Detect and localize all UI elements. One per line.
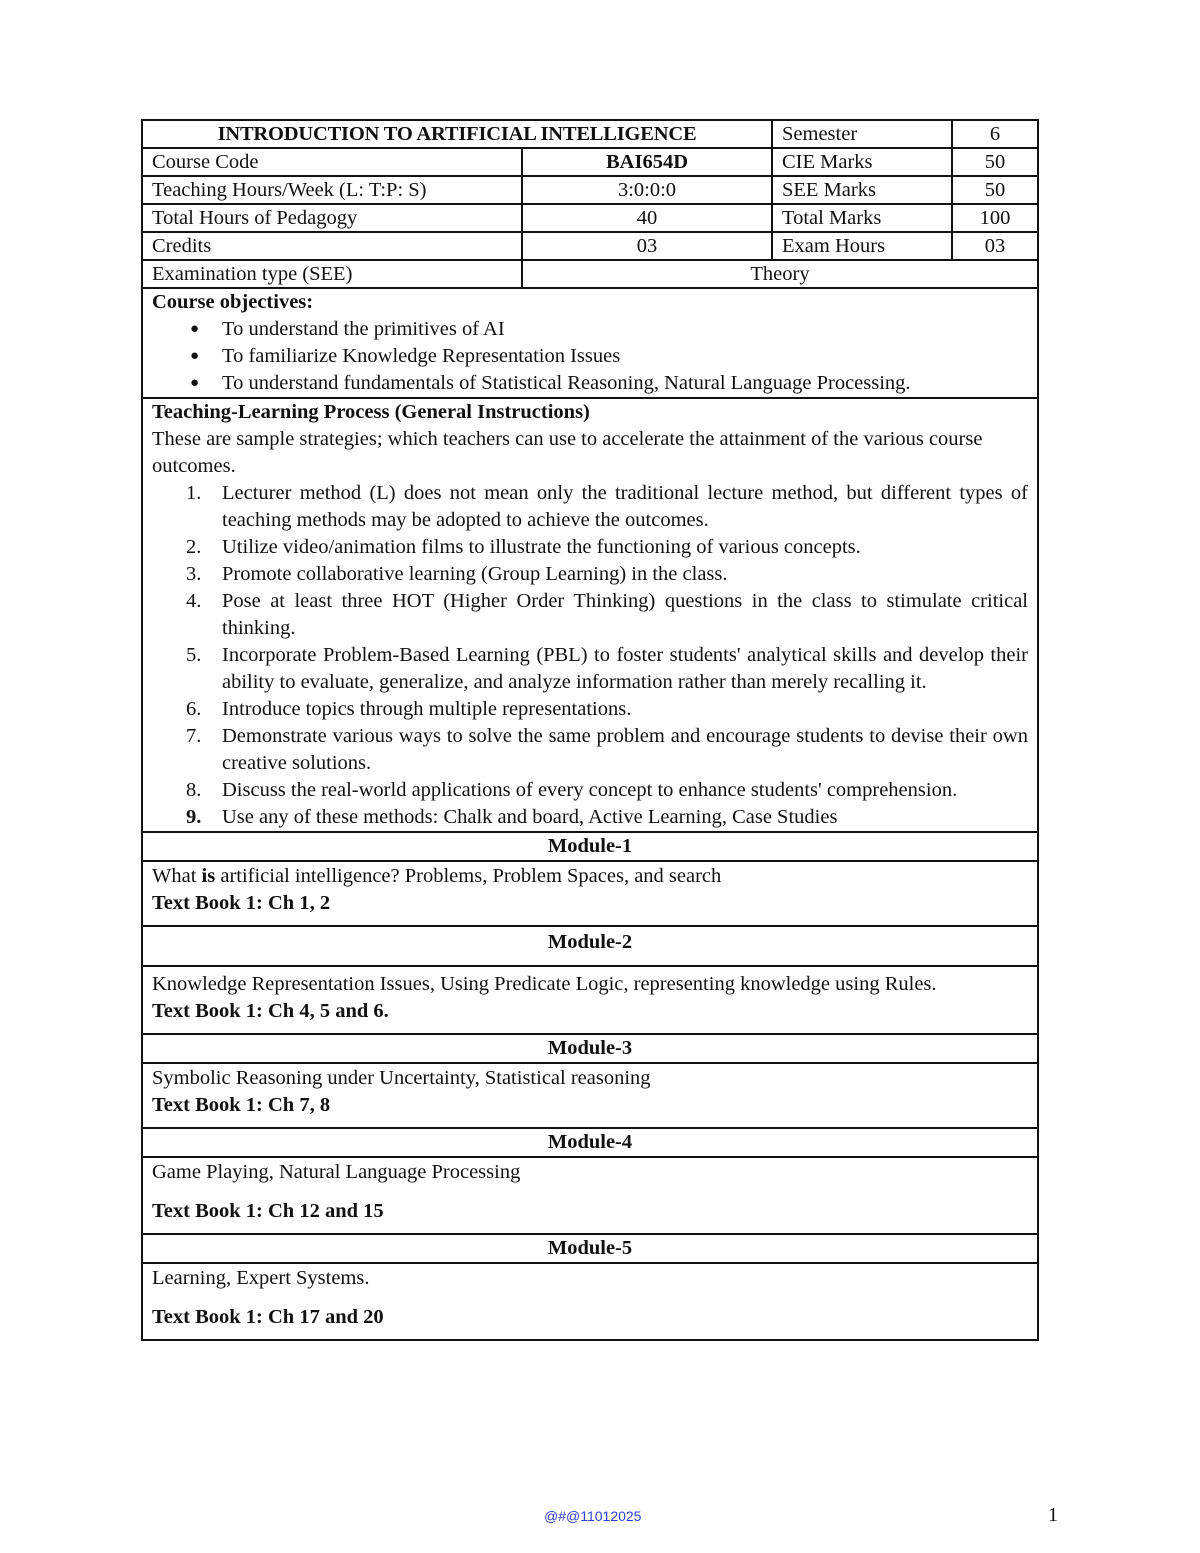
objective-item: ● To understand fundamentals of Statistical Reasoning, Natural Language Processing. [222, 370, 1028, 397]
footer-code: @#@11012025 [544, 1508, 642, 1524]
objective-item: ● To understand the primitives of AI [222, 316, 1028, 343]
teaching-hours-label: Teaching Hours/Week (L: T:P: S) [142, 176, 522, 204]
course-title: INTRODUCTION TO ARTIFICIAL INTELLIGENCE [142, 120, 772, 148]
module-4-textbook: Text Book 1: Ch 12 and 15 [152, 1200, 384, 1222]
module-4-header-row [142, 1128, 1038, 1157]
module-2-content: Knowledge Representation Issues, Using Predicate Logic, representing knowledge using Rules. [152, 973, 937, 995]
cie-marks-value: 50 [952, 148, 1038, 176]
credits-label: Credits [142, 232, 522, 260]
module-5-header-row [142, 1234, 1038, 1263]
exam-type-label: Examination type (SEE) [142, 260, 522, 288]
credits-row [142, 232, 1038, 260]
module-1-content-post: artificial intelligence? Problems, Problem Spaces, and search [215, 865, 722, 887]
module-1-content [152, 863, 1028, 890]
semester-label: Semester [772, 120, 952, 148]
module-2-title: Module-2 [142, 926, 1038, 966]
module-1-title: Module-1 [142, 832, 1038, 861]
tlp-item: Incorporate Problem-Based Learning (PBL) to foster students' analytical skills and develop their ability to evaluate, generalize, and analyze information rather than merely recalling it. [222, 644, 1028, 693]
objectives-list [152, 316, 1028, 397]
tlp-item: Pose at least three HOT (Higher Order Thinking) questions in the class to stimulate critical thinking. [222, 590, 1028, 639]
tlp-item: Utilize video/animation films to illustrate the functioning of various concepts. [222, 536, 861, 558]
teaching-hours-row [142, 176, 1038, 204]
module-3-header-row [142, 1034, 1038, 1063]
module-1-content-bold: is [201, 865, 216, 887]
see-marks-label: SEE Marks [772, 176, 952, 204]
tlp-item: Promote collaborative learning (Group Learning) in the class. [222, 563, 728, 585]
module-1-textbook: Text Book 1: Ch 1, 2 [152, 892, 331, 914]
course-code-row [142, 148, 1038, 176]
exam-hours-label: Exam Hours [772, 232, 952, 260]
see-marks-value: 50 [952, 176, 1038, 204]
credits-value: 03 [522, 232, 772, 260]
pedagogy-label: Total Hours of Pedagogy [142, 204, 522, 232]
module-2-body-row [142, 966, 1038, 1034]
cie-marks-label: CIE Marks [772, 148, 952, 176]
module-1-body-row [142, 861, 1038, 926]
course-code-label: Course Code [142, 148, 522, 176]
course-code-value: BAI654D [522, 148, 772, 176]
module-4-cell [142, 1157, 1038, 1234]
module-5-textbook: Text Book 1: Ch 17 and 20 [152, 1306, 384, 1328]
syllabus-table [141, 119, 1039, 1341]
module-3-textbook: Text Book 1: Ch 7, 8 [152, 1094, 331, 1116]
module-3-content: Symbolic Reasoning under Uncertainty, Statistical reasoning [152, 1067, 651, 1089]
module-2-header-row [142, 926, 1038, 966]
course-title-row [142, 120, 1038, 148]
tlp-item: Use any of these methods: Chalk and board, Active Learning, Case Studies [222, 806, 838, 828]
module-4-body-row [142, 1157, 1038, 1234]
total-marks-value: 100 [952, 204, 1038, 232]
module-4-spacer [152, 1186, 1028, 1198]
module-5-cell [142, 1263, 1038, 1340]
tlp-intro: These are sample strategies; which teachers can use to accelerate the attainment of the various course outcomes. [152, 428, 983, 477]
objective-item: ● To familiarize Knowledge Representation Issues [222, 343, 1028, 370]
tlp-item: Introduce topics through multiple representations. [222, 698, 632, 720]
tlp-heading: Teaching-Learning Process (General Instructions) [152, 401, 590, 423]
module-5-body-row [142, 1263, 1038, 1340]
total-marks-label: Total Marks [772, 204, 952, 232]
module-1-content-pre: What [152, 865, 202, 887]
module-2-textbook: Text Book 1: Ch 4, 5 and 6. [152, 1000, 389, 1022]
exam-type-row [142, 260, 1038, 288]
module-3-title: Module-3 [142, 1034, 1038, 1063]
module-2-cell [142, 966, 1038, 1034]
module-4-title: Module-4 [142, 1128, 1038, 1157]
module-4-content: Game Playing, Natural Language Processing [152, 1161, 521, 1183]
page-number: 1 [1048, 1504, 1058, 1526]
objectives-row [142, 288, 1038, 398]
objectives-heading: Course objectives: [152, 291, 314, 313]
module-3-body-row [142, 1063, 1038, 1128]
semester-value: 6 [952, 120, 1038, 148]
teaching-hours-value: 3:0:0:0 [522, 176, 772, 204]
module-1-cell [142, 861, 1038, 926]
tlp-row [142, 398, 1038, 832]
exam-type-value: Theory [522, 260, 1038, 288]
module-5-title: Module-5 [142, 1234, 1038, 1263]
module-3-cell [142, 1063, 1038, 1128]
exam-hours-value: 03 [952, 232, 1038, 260]
module-5-spacer [152, 1292, 1028, 1304]
tlp-cell [142, 398, 1038, 832]
pedagogy-value: 40 [522, 204, 772, 232]
tlp-item: Demonstrate various ways to solve the same problem and encourage students to devise their own creative solutions. [222, 725, 1028, 774]
tlp-item: Lecturer method (L) does not mean only the traditional lecture method, but different types of teaching methods may be adopted to achieve the outcomes. [222, 482, 1028, 531]
module-1-header-row [142, 832, 1038, 861]
module-5-content: Learning, Expert Systems. [152, 1267, 370, 1289]
objectives-cell [142, 288, 1038, 398]
tlp-item: Discuss the real-world applications of every concept to enhance students' comprehension. [222, 779, 958, 801]
tlp-list [152, 480, 1028, 831]
pedagogy-row [142, 204, 1038, 232]
